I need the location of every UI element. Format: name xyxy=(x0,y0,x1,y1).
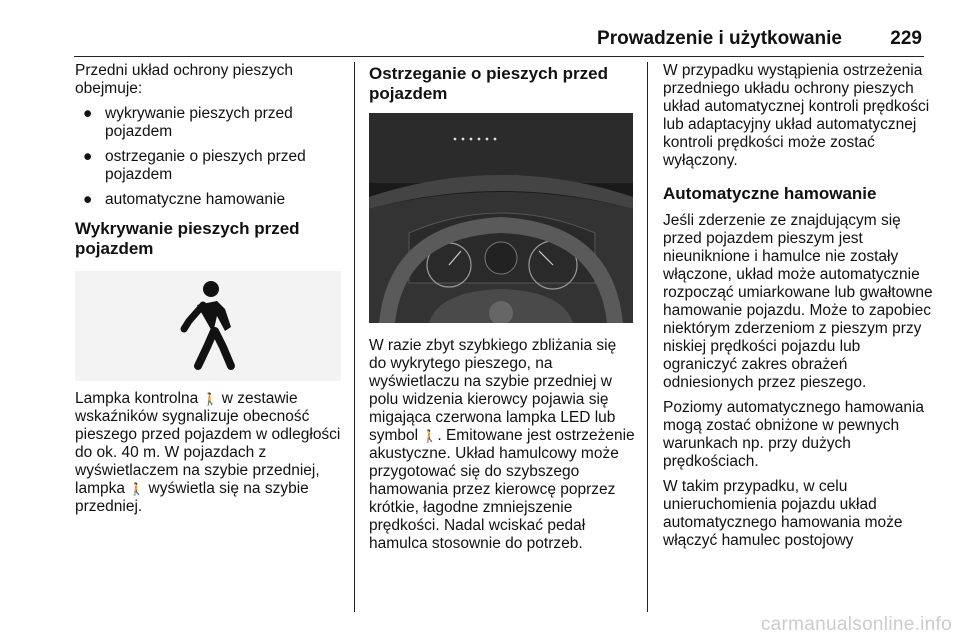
list-item xyxy=(75,105,343,141)
section-heading-detection: Wykrywanie pieszych przed pojazdem xyxy=(75,219,300,258)
column-left xyxy=(75,62,343,523)
column-right xyxy=(663,62,933,557)
bullet: ● xyxy=(83,105,93,122)
section-heading-braking: Automatyczne hamowanie xyxy=(663,184,877,203)
parking-brake-text: W takim przypadku, w celu unieruchomienia pojazdu układ automatycznego hamowania może włączyć hamulec postojowy xyxy=(663,478,903,549)
page-number: 229 xyxy=(890,28,922,49)
pedestrian-icon xyxy=(75,271,341,381)
feature-list xyxy=(75,105,343,209)
pedestrian-symbol-icon: 🚶 xyxy=(129,482,145,496)
list-item xyxy=(75,191,343,209)
list-item-text: ostrzeganie o pieszych przed pojazdem xyxy=(105,148,306,183)
page-header xyxy=(0,22,960,58)
column-divider-1 xyxy=(354,62,355,612)
pedestrian-warning-figure xyxy=(75,271,341,381)
dashboard-photo xyxy=(369,113,633,323)
detection-text: Lampka kontrolna 🚶 w zestawie wskaźników sygnalizuje obecność pieszego przed pojazdem w odległości do ok. 40 m. W pojazdach z wyświetlaczem na szybie przedniej, lampka 🚶 wyświetla się na szybie przedniej. xyxy=(75,390,341,515)
list-item-text: wykrywanie pieszych przed pojazdem xyxy=(105,105,293,140)
bullet: ● xyxy=(83,148,93,165)
header-rule xyxy=(74,56,924,57)
pedestrian-symbol-icon: 🚶 xyxy=(422,429,438,443)
list-item-text: automatyczne hamowanie xyxy=(105,191,286,208)
pedestrian-symbol-icon: 🚶 xyxy=(202,392,218,406)
column-divider-2 xyxy=(647,62,648,612)
column-middle xyxy=(369,62,635,560)
braking-levels-text: Poziomy automatycznego hamowania mogą zostać obniżone w pewnych warunkach np. przy dużych prędkościach. xyxy=(663,399,925,470)
intro-text: Przedni układ ochrony pieszych obejmuje: xyxy=(75,62,293,97)
braking-text: Jeśli zderzenie ze znajdującym się przed pojazdem pieszym jest nieuniknione i hamulce nie zostały włączone, układ może automatycznie rozpocząć umiarkowane lub gwałtowne hamowanie pojazdu. Może to zapobiec niektórym zderzeniom z pieszym przy niskiej prędkości pojazdu lub ograniczyć zakres obrażeń odniesionych przez pieszego. xyxy=(663,212,933,391)
acc-text: W przypadku wystąpienia ostrzeżenia przedniego układu ochrony pieszych układ automatycznej kontroli prędkości lub adaptacyjny układ automatycznej kontroli prędkości może zostać wyłączony. xyxy=(663,62,930,169)
watermark: carmanualsonline.info xyxy=(760,614,952,635)
section-heading-warning: Ostrzeganie o pieszych przed pojazdem xyxy=(369,64,609,103)
bullet: ● xyxy=(83,191,93,208)
list-item xyxy=(75,148,343,184)
page-title: Prowadzenie i użytkowanie xyxy=(597,28,842,49)
warning-text: W razie zbyt szybkiego zbliżania się do wykrytego pieszego, na wyświetlaczu na szybie przedniej w polu widzenia kierowcy pojawia się migająca czerwona lampka LED lub symbol 🚶. Emitowane jest ostrzeżenie akustyczne. Układ hamulcowy może przygotować się do szybszego hamowania przez kierowcę poprzez krótkie, łagodne zmniejszenie prędkości. Nadal wciskać pedał hamulca stosownie do potrzeb. xyxy=(369,337,635,552)
